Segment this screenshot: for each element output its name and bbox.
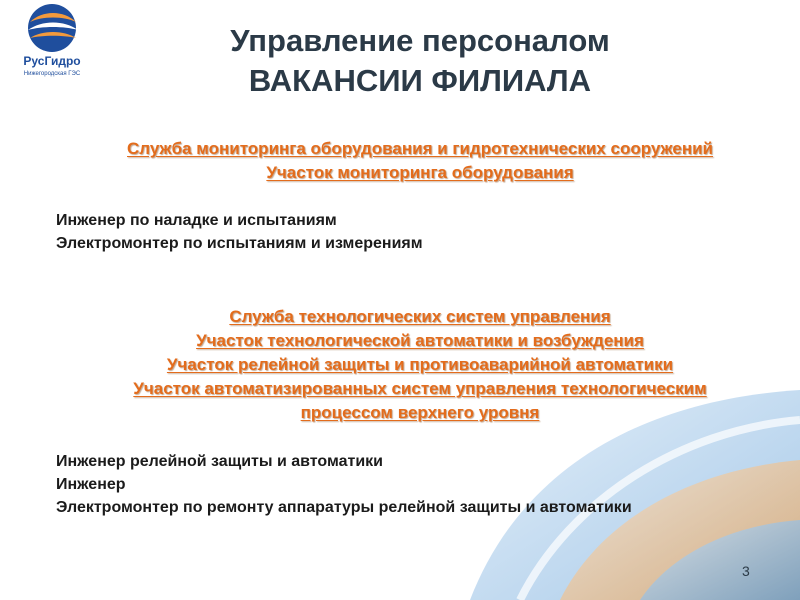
department-heading: Служба технологических систем управления <box>229 307 611 326</box>
logo-name: РусГидро <box>23 54 81 68</box>
vacancy-item: Электромонтер по ремонту аппаратуры релейной защиты и автоматики <box>56 499 632 516</box>
section1-vacancies <box>56 209 423 255</box>
department-heading: Участок технологической автоматики и возбуждения <box>196 331 644 350</box>
logo-subtitle: Нижегородская ГЭС <box>23 71 81 77</box>
vacancy-item: Инженер по наладке и испытаниям <box>56 212 337 229</box>
logo <box>2 2 102 90</box>
department-heading: Участок релейной защиты и противоаварийной автоматики <box>166 355 674 374</box>
title-line-1: Управление персоналом <box>230 23 610 58</box>
page-number: 3 <box>742 563 750 579</box>
section1-departments <box>40 137 800 185</box>
vacancy-item: Инженер <box>56 476 126 493</box>
slide-title <box>110 22 730 102</box>
section2-departments <box>40 305 800 425</box>
department-heading: процессом верхнего уровня <box>300 403 540 422</box>
title-line-2: ВАКАНСИИ ФИЛИАЛА <box>248 63 592 98</box>
department-heading: Служба мониторинга оборудования и гидротехнических сооружений <box>127 139 713 158</box>
department-heading: Участок автоматизированных систем управления технологическим <box>133 379 707 398</box>
vacancy-item: Инженер релейной защиты и автоматики <box>56 453 384 470</box>
section2-vacancies <box>56 450 632 519</box>
department-heading: Участок мониторинга оборудования <box>266 163 574 182</box>
vacancy-item: Электромонтер по испытаниям и измерениям <box>56 235 423 252</box>
rushydro-logo-icon <box>2 2 102 54</box>
